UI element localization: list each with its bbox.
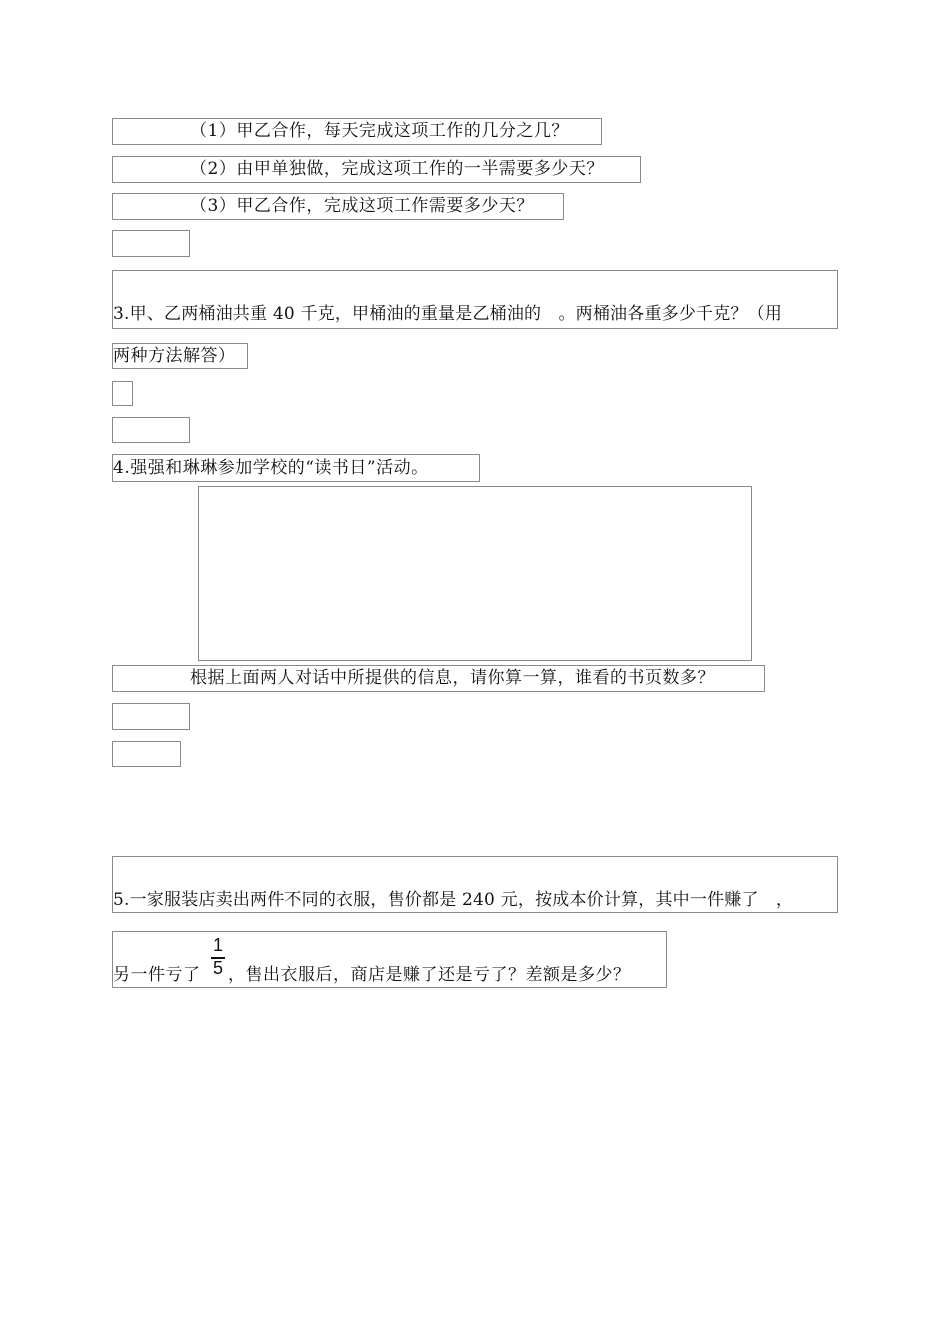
dialogue-image-frame (198, 486, 752, 661)
q2-part2-text: （2）由甲单独做，完成这项工作的一半需要多少天？ (190, 159, 604, 179)
q4-question-text: 根据上面两人对话中所提供的信息，请你算一算，谁看的书页数多？ (190, 668, 715, 688)
answer-blank-box (112, 741, 181, 767)
q2-part1-text: （1）甲乙合作，每天完成这项工作的几分之几？ (190, 121, 569, 141)
q4-title-text: 4.强强和琳琳参加学校的“读书日”活动。 (113, 458, 429, 478)
answer-blank-box (112, 230, 190, 257)
fraction-numerator: 1 (212, 935, 223, 955)
q3-line2-text: 两种方法解答） (113, 346, 236, 366)
q5-line1-text: 5.一家服装店卖出两件不同的衣服，售价都是 240 元，按成本价计算，其中一件赚了 ， (113, 890, 794, 910)
q5-line2-before: 另一件亏了 (113, 965, 201, 985)
q2-part3-text: （3）甲乙合作，完成这项工作需要多少天？ (190, 196, 534, 216)
small-square-box (112, 381, 133, 406)
fraction-denominator: 5 (212, 958, 223, 978)
answer-blank-box (112, 703, 190, 730)
q5-line2-after: ，售出衣服后，商店是赚了还是亏了？差额是多少？ (228, 965, 631, 985)
answer-blank-box (112, 417, 190, 443)
q3-line1-text: 3.甲、乙两桶油共重 40 千克，甲桶油的重量是乙桶油的 。两桶油各重多少千克？（用 (113, 304, 783, 324)
